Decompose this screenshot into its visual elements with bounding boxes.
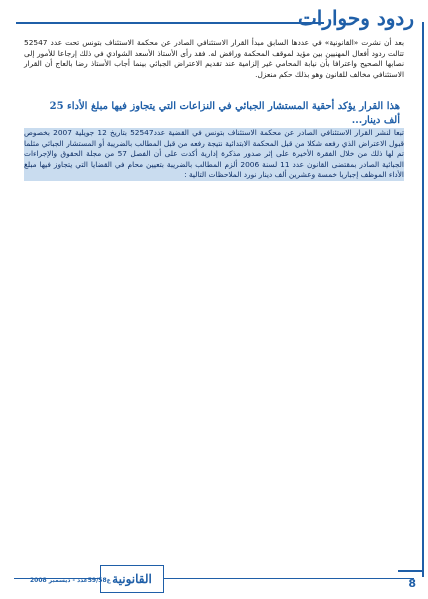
highlight-paragraph: تبعا لنشر القرار الاستئنافي الصادر عن محكمة الاستئناف بتونس في القضية عدد52547 بتاريخ 12 جويلية 2007 بخصوص قبول الاعتراض الذي رفعه شكلا من قبل المحكمة الابتدائية نتيجة رفعه من قبل المطالب بالضريبة أو المستشار الجبائي مثلما تم لها ذلك من خلال الفقرة الأخيرة على إثر صدور مذكرة إدارية أكدت على أن الفصل 57 من مجلة الحقوق والإجراءات الجبائية الصادر بمقتضى القانون عدد 11 لسنة 2006 ألزم المطالب بالضريبة بتعيين محام في القضايا التي يتجاوز فيها مبلغ الأداء الموظف إجباريا خمسة وعشرين ألف دينار نورد الملاحظات التالية : <box>24 128 404 179</box>
section-title: ردود وحوارات <box>297 6 414 30</box>
article-headline: هذا القرار يؤكد أحقية المستشار الجبائي في النزاعات التي يتجاوز فيها مبلغ الأداء 25 ألف دينار... <box>49 101 400 126</box>
intro-paragraph: بعد أن نشرت «القانونية» في عددها السابق مبدأ القرار الاستئنافي الصادر عن محكمة الاستئناف بتونس تحت عدد 52547 تتالت ردود أفعال المهنيين بين مؤيد لموقف المحكمة ورافض له. فقد رأى الأستاذ الأسعد الشوادي في ذلك إرجاعا للأمور إلى نصابها الصحيح واعترافا بأن نيابة المحامي غير إلزامية عند تقديم الاعتراض الجبائي بينما أجاب الأستاذ رضا بالعاج أن القرار الاستئنافي مخالف للقانون وهو بذلك حكم منعزل. <box>24 38 404 79</box>
right-frame-rule <box>422 22 424 577</box>
page-number: 8 <box>408 577 416 590</box>
logo-text: القانونية <box>112 572 152 586</box>
header-rule <box>16 22 324 24</box>
frame-corner-rule <box>398 570 424 572</box>
issue-label: ع59/58عدد - ديسمبر 2008 <box>30 577 111 584</box>
